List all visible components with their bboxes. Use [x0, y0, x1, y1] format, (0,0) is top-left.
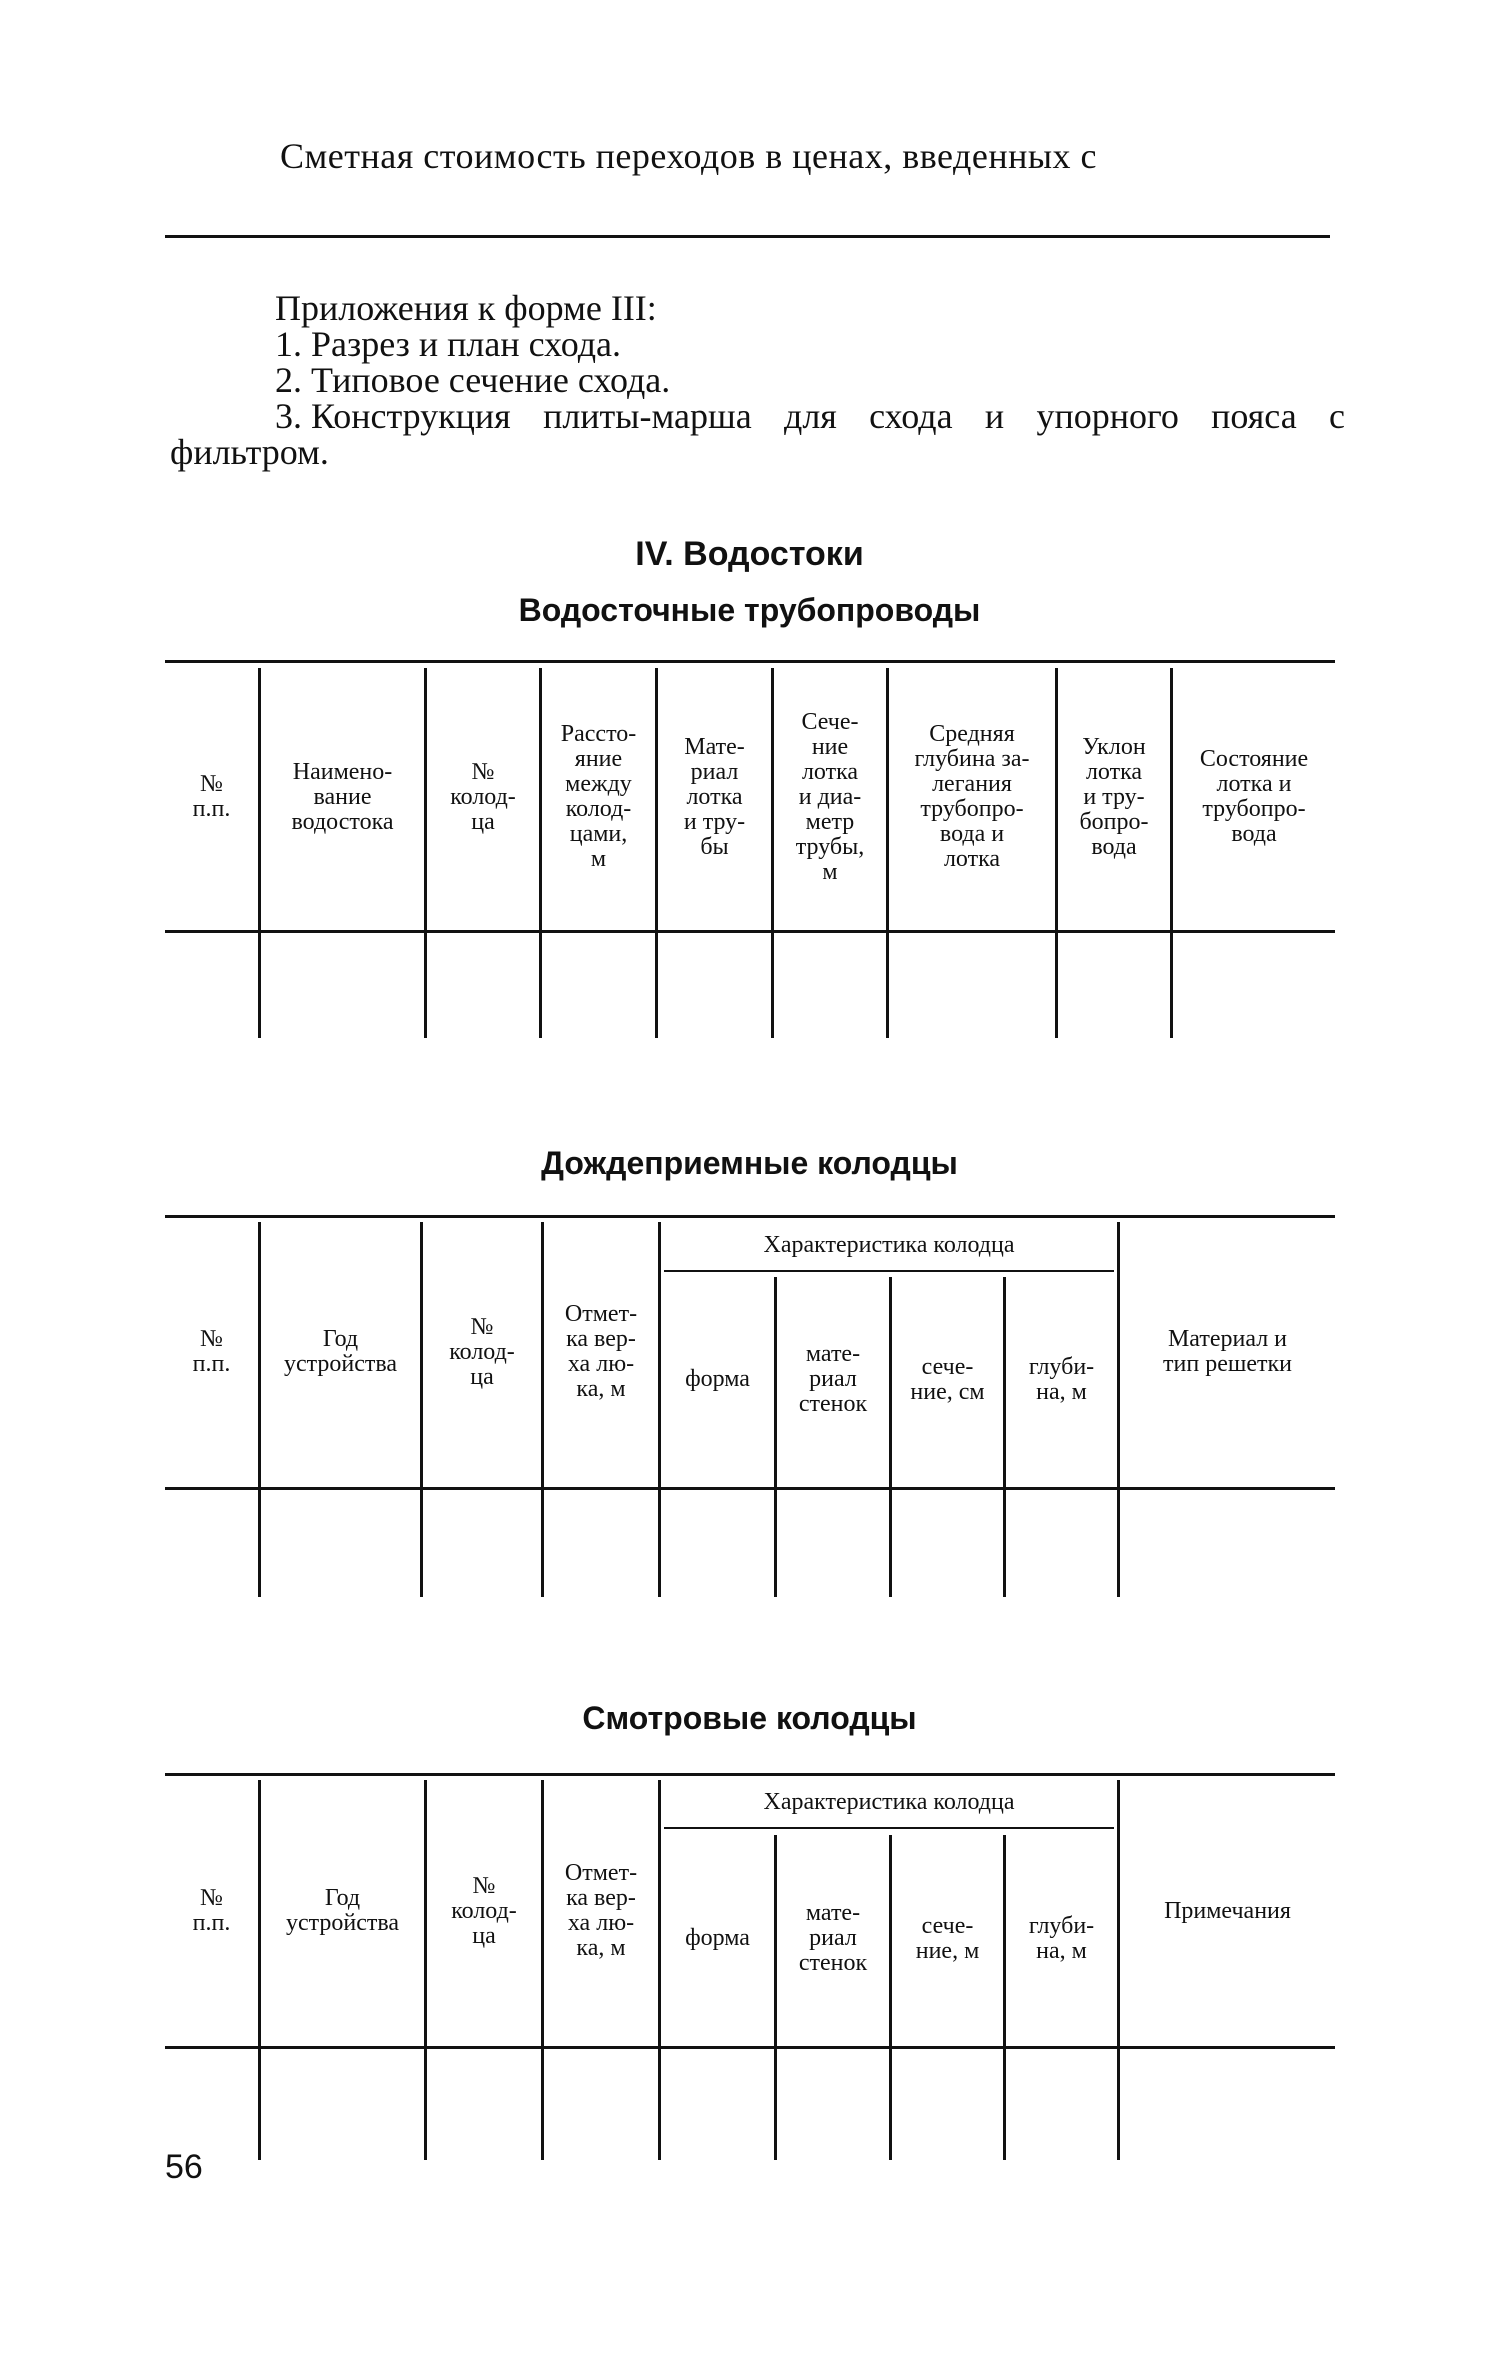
table2-group-rule [664, 1270, 1114, 1272]
table1-header-cell: Рассто- яние между колод- цами, м [560, 721, 637, 872]
table2-header-cell: Отмет- ка вер- ха лю- ка, м [564, 1301, 638, 1402]
appendix-item-3-word: пояса [1211, 396, 1297, 436]
appendix-item-3-word: упорного [1036, 396, 1179, 436]
table1-header-cell: Средняя глубина за- легания трубопро- вода и лотка [914, 721, 1030, 872]
page-number: 56 [165, 2148, 203, 2186]
table3-header-cell: № п.п. [192, 1885, 231, 1936]
table3-group-header: Характеристика колодца [763, 1789, 1015, 1815]
table1-header-cell: № колод- ца [450, 758, 516, 835]
appendix-intro: Приложения к форме III: [275, 288, 657, 328]
appendix-item-3-word: для [784, 396, 837, 436]
table3-subheader-cell: глуби- на, м [1028, 1912, 1095, 1964]
table2-title: Дождеприемные колодцы [541, 1145, 958, 1181]
table2-header-cell: № колод- ца [449, 1313, 515, 1390]
section-title: IV. Водостоки [635, 535, 864, 573]
table3-header-cell: № колод- ца [451, 1872, 517, 1949]
table1-title: Водосточные трубопроводы [518, 592, 981, 628]
table3-title: Смотровые колодцы [582, 1700, 917, 1736]
table1-top-rule [165, 660, 1335, 663]
table3-header-rule [165, 2046, 1335, 2049]
appendix-item-3-continuation: фильтром. [170, 432, 329, 472]
table2-subheader-cell: глуби- на, м [1028, 1353, 1095, 1405]
table2-subheader-cell: сече- ние, см [910, 1353, 985, 1405]
appendix-item-2: 2. Типовое сечение схода. [275, 360, 671, 400]
appendix-item-3-word: плиты-марша [543, 396, 752, 436]
table3-header-cell: Год устройства [285, 1885, 400, 1936]
table2-subheader-cell: форма [685, 1366, 750, 1392]
table2-header-cell: Год устройства [283, 1326, 398, 1377]
appendix-list [170, 290, 1345, 470]
table2-top-rule [165, 1215, 1335, 1218]
table3-top-rule [165, 1773, 1335, 1776]
table2-subheader-cell: мате- риал стенок [798, 1341, 868, 1417]
table1-header-cell: Состояние лотка и трубопро- вода [1199, 746, 1309, 847]
table1-header-cell: Сече- ние лотка и диа- метр трубы, м [795, 708, 865, 885]
appendix-item-3-word: с [1329, 396, 1345, 436]
table3-subheader-cell: сече- ние, м [915, 1912, 980, 1964]
table1-header-rule [165, 930, 1335, 933]
table1-header-cell: Мате- риал лотка и тру- бы [683, 733, 746, 860]
table2-header-cell: Материал и тип решетки [1163, 1326, 1292, 1377]
table1-header-cell: Уклон лотка и тру- бопро- вода [1079, 733, 1149, 860]
table1-header-cell: Наимено- вание водостока [291, 758, 394, 835]
header-rule [165, 235, 1330, 238]
table3-header-cell: Примечания [1164, 1897, 1291, 1924]
appendix-item-3-word: схода [869, 396, 953, 436]
appendix-item-3-word: 3. Конструкция [275, 396, 511, 436]
table3-group-rule [664, 1827, 1114, 1829]
table3-subheader-cell: мате- риал стенок [798, 1900, 868, 1976]
table3-header-cell: Отмет- ка вер- ха лю- ка, м [564, 1860, 638, 1961]
table3-subheader-cell: форма [685, 1925, 750, 1951]
table2-group-header: Характеристика колодца [763, 1231, 1015, 1258]
appendix-item-1: 1. Разрез и план схода. [275, 324, 621, 364]
table2-header-rule [165, 1487, 1335, 1490]
header-line: Сметная стоимость переходов в ценах, введенных с [280, 136, 1098, 176]
appendix-item-3 [170, 398, 1345, 434]
appendix-item-3-word: и [984, 396, 1005, 436]
table1-header-cell: № п.п. [192, 771, 231, 822]
table2-header-cell: № п.п. [192, 1326, 231, 1377]
